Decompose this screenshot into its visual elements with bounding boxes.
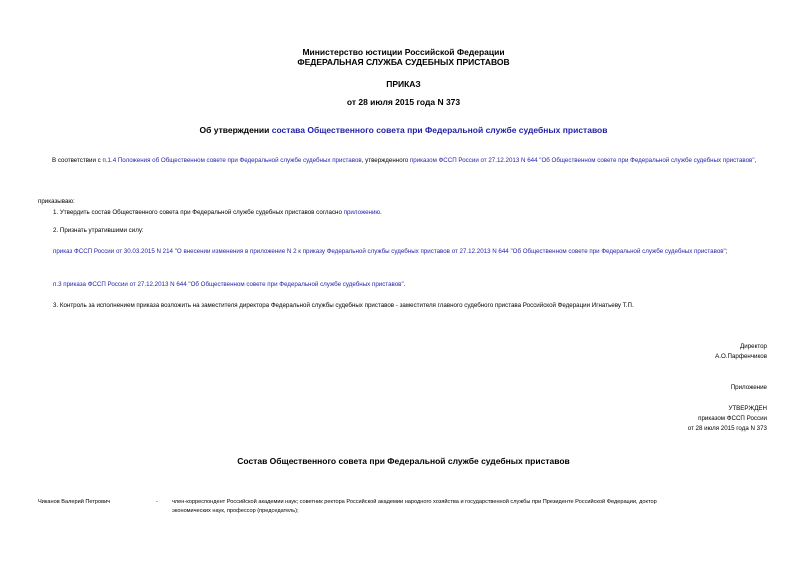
signature-position: Директор — [740, 343, 767, 350]
ministry-heading: Министерство юстиции Российской Федерации — [302, 47, 505, 57]
preamble-link-1[interactable]: п.1.4 Положения об Общественном совете при Федеральной службе судебных приставов — [102, 157, 362, 164]
appendix-link[interactable]: приложению — [343, 209, 381, 216]
document-title — [0, 125, 807, 135]
service-heading: ФЕДЕРАЛЬНАЯ СЛУЖБА СУДЕБНЫХ ПРИСТАВОВ — [297, 57, 510, 67]
item-1-end: . — [380, 209, 382, 216]
appendix-title: Состав Общественного совета при Федеральной службе судебных приставов — [237, 456, 570, 466]
appendix-date: от 28 июля 2015 года N 373 — [687, 425, 767, 432]
item-1-text: 1. Утвердить состав Общественного совета при Федеральной службе судебных приставов согласно — [53, 209, 344, 216]
preamble-text-3: , — [754, 157, 757, 164]
member-dash: - — [156, 499, 158, 505]
repealed-end-1: ; — [725, 248, 728, 255]
document-date-number: от 28 июля 2015 года N 373 — [346, 97, 461, 107]
preamble-paragraph — [38, 156, 771, 166]
repealed-end-2: . — [403, 281, 406, 288]
repealed-item-1 — [38, 247, 771, 257]
repealed-link-1[interactable]: приказ ФССП России от 30.03.2015 N 214 "О внесении изменения в приложение N 2 к приказу Федеральной службы судебных приставов от 27.12.2013 N 644 "Об Общественном совете при Федеральной службе судебных приставов" — [53, 248, 726, 255]
document-type: ПРИКАЗ — [386, 79, 421, 89]
member-role-line-1: член-корреспондент Российской академии наук; советник ректора Российской академии народного хозяйства и государственной службы при Президенте Российской Федерации, доктор — [172, 499, 657, 505]
preamble-text-2: , утвержденного — [361, 157, 410, 164]
repealed-item-2 — [53, 280, 405, 289]
appendix-label: Приложение — [730, 384, 767, 391]
member-name: Чиканов Валерий Петрович — [38, 499, 111, 505]
title-prefix: Об утверждении — [199, 125, 272, 135]
appendix-approved: УТВЕРЖДЕН — [728, 405, 767, 412]
signature-name: А.О.Парфенчиков — [715, 353, 767, 360]
preamble-link-2[interactable]: приказом ФССП России от 27.12.2013 N 644 "Об Общественном совете при Федеральной службе судебных приставов" — [409, 157, 755, 164]
item-3: 3. Контроль за исполнением приказа возложить на заместителя директора Федеральной службы судебных приставов - заместителя главного судебного пристава Российской Федерации Игнатьеву Т.П. — [53, 302, 634, 309]
item-1 — [53, 208, 382, 217]
appendix-approved-by: приказом ФССП России — [698, 415, 767, 422]
preamble-text-1: В соответствии с — [52, 157, 103, 164]
order-word: приказываю: — [38, 198, 75, 205]
item-2: 2. Признать утратившими силу: — [53, 227, 144, 234]
title-link[interactable]: состава Общественного совета при Федеральной службе судебных приставов — [271, 125, 608, 135]
member-role-line-2: экономических наук, профессор (председатель); — [172, 508, 299, 514]
repealed-link-2[interactable]: п.3 приказа ФССП России от 27.12.2013 N 644 "Об Общественном совете при Федеральной службе судебных приставов" — [53, 281, 404, 288]
